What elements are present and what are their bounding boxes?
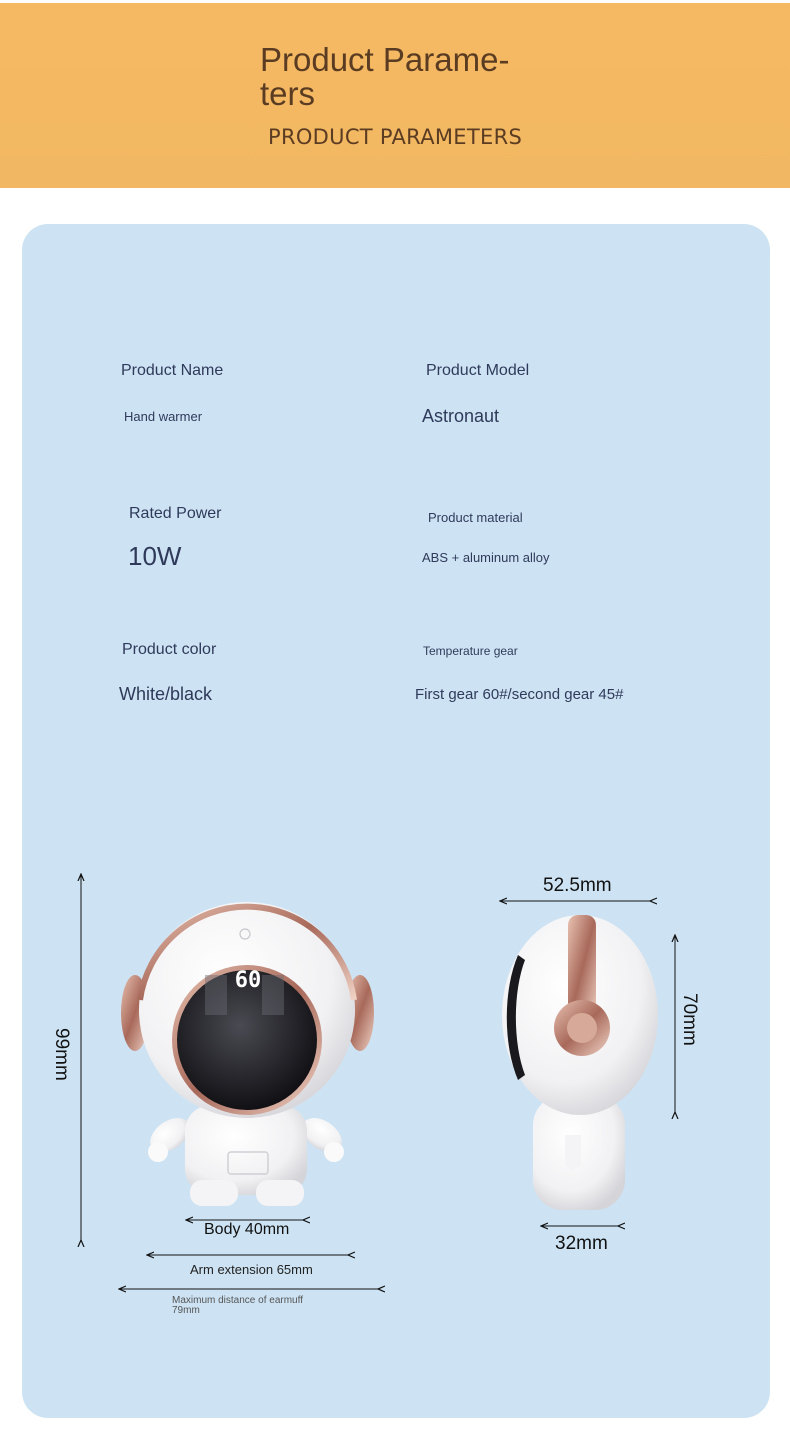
temperature-gear-value: First gear 60#/second gear 45# xyxy=(415,686,624,703)
page-subtitle: PRODUCT PARAMETERS xyxy=(268,125,523,149)
front-height-label: 99mm xyxy=(51,1028,72,1081)
earmuff-distance-line2: 79mm xyxy=(172,1305,200,1316)
product-name-label: Product Name xyxy=(121,362,224,379)
body-width-label: Body 40mm xyxy=(204,1221,290,1238)
page-title-line1: Product Parame- xyxy=(260,41,510,78)
temperature-display: 60 xyxy=(234,968,262,993)
front-view-astronaut xyxy=(121,902,374,1206)
product-material-value: ABS + aluminum alloy xyxy=(422,550,550,565)
side-base-label: 32mm xyxy=(555,1233,608,1254)
temperature-gear-label: Temperature gear xyxy=(423,644,518,658)
arm-extension-label: Arm extension 65mm xyxy=(190,1262,313,1277)
earmuff-distance-line1: Maximum distance of earmuff xyxy=(172,1295,303,1306)
rated-power-label: Rated Power xyxy=(129,505,222,522)
product-color-label: Product color xyxy=(122,641,217,658)
product-model-value: Astronaut xyxy=(422,406,500,426)
product-name-value: Hand warmer xyxy=(124,409,203,424)
product-color-value: White/black xyxy=(119,684,213,704)
product-model-label: Product Model xyxy=(426,362,530,379)
earmuff-distance-label xyxy=(172,1296,303,1316)
side-view-astronaut xyxy=(502,915,658,1210)
side-height-label: 70mm xyxy=(679,993,700,1046)
side-width-label: 52.5mm xyxy=(543,875,612,896)
rated-power-value: 10W xyxy=(128,541,182,571)
product-material-label: Product material xyxy=(428,510,523,525)
page-title-line2: ters xyxy=(260,75,316,112)
